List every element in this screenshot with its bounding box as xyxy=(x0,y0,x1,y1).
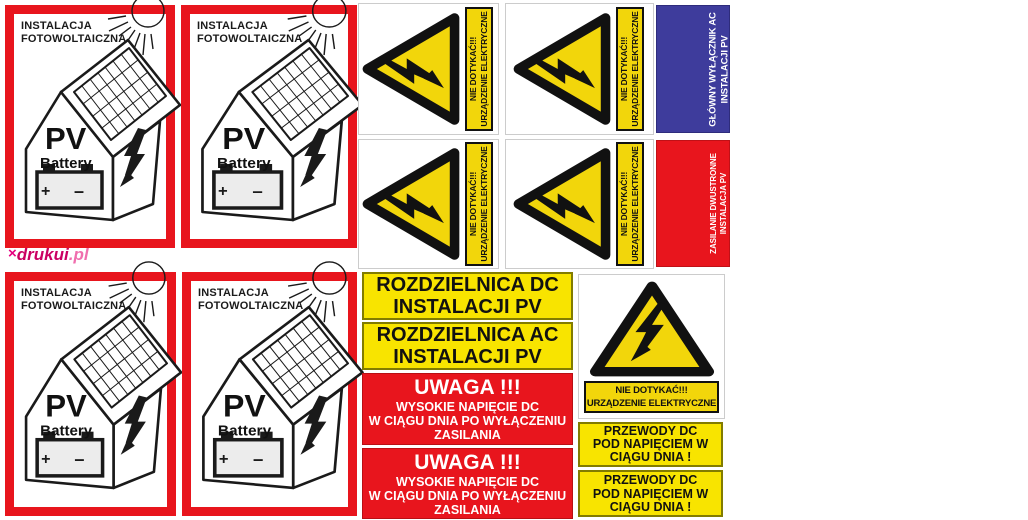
uwaga-line1: UWAGA !!! xyxy=(414,376,521,399)
uwaga-line3: W CIĄGU DNIA PO WYŁĄCZENIU xyxy=(368,489,567,503)
warning-text-strip xyxy=(465,7,493,131)
warning-line1: NIE DOTYKAĆ!!! xyxy=(618,36,629,102)
warning-line1: NIE DOTYKAĆ!!! xyxy=(615,385,688,396)
battery-text: Battery xyxy=(40,155,92,172)
pv-sticker-2 xyxy=(181,5,357,248)
dual-supply-line2: INSTALACJA PV xyxy=(718,172,728,235)
dual-supply-line2: INSTALACJA PV xyxy=(966,172,976,235)
battery-plus: + xyxy=(218,450,229,468)
pv-title-line2: FOTOWOLTAICZNA xyxy=(198,299,304,312)
battery-minus: – xyxy=(74,448,85,469)
main-switch-labels xyxy=(656,5,855,133)
warning-line2: URZĄDZENIE ELEKTRYCZNE xyxy=(629,146,639,262)
pv-sticker-title xyxy=(21,20,126,45)
warning-text-strip xyxy=(465,142,493,266)
dc-wires-label-2 xyxy=(578,470,723,517)
high-voltage-triangle-icon xyxy=(587,279,717,379)
warning-triangle-sticker-4 xyxy=(505,139,654,269)
switchboard-dc-label xyxy=(362,272,573,320)
battery-text: Battery xyxy=(217,422,272,440)
warning-line2: URZĄDZENIE ELEKTRYCZNE xyxy=(478,11,488,127)
pv-sticker-title xyxy=(198,287,303,312)
pv-house-illustration xyxy=(14,281,167,507)
drukui-logo xyxy=(8,245,89,269)
uwaga-line3: W CIĄGU DNIA PO WYŁĄCZENIU xyxy=(368,414,567,428)
uwaga-line4: ZASILANIA xyxy=(434,428,501,442)
pv-text: PV xyxy=(45,388,87,424)
dual-supply-label-3 xyxy=(904,141,1028,266)
battery-minus: – xyxy=(74,181,85,201)
warning-triangle-sticker-1 xyxy=(358,3,499,135)
logo-star-icon: × xyxy=(8,245,17,262)
switchboard-ac-label xyxy=(362,322,573,370)
switchboard-ac-line1: ROZDZIELNICA AC xyxy=(376,324,559,346)
dc-wires-line2: POD NAPIĘCIEM W xyxy=(592,486,709,501)
uwaga-line1: UWAGA !!! xyxy=(414,451,521,474)
pv-house-illustration xyxy=(190,14,348,239)
main-switch-dc-line1: GŁÓWNY WYŁĄCZNIK DC xyxy=(832,11,844,127)
high-voltage-triangle-icon xyxy=(360,7,462,131)
warning-line2: URZĄDZENIE ELEKTRYCZNE xyxy=(629,11,639,127)
dual-supply-line1: ZASILANIE DWUSTRONNE xyxy=(709,153,718,254)
uwaga-line2: WYSOKIE NAPIĘCIE DC xyxy=(395,475,540,489)
battery-plus: + xyxy=(41,449,51,468)
dual-supply-line2: INSTALACJA PV xyxy=(842,172,852,235)
pv-title-line2: FOTOWOLTAICZNA xyxy=(21,299,127,312)
pv-text: PV xyxy=(223,388,266,424)
warning-triangle-sticker-upright xyxy=(578,274,725,419)
battery-text: Battery xyxy=(40,422,93,440)
uwaga-line4: ZASILANIA xyxy=(434,503,501,517)
logo-name: drukui xyxy=(16,245,69,264)
pv-title-line1: INSTALACJA xyxy=(21,20,92,32)
pv-sticker-title xyxy=(21,287,126,312)
dc-wires-line3: CIĄGU DNIA ! xyxy=(609,500,692,514)
pv-sticker-3 xyxy=(5,272,176,516)
warning-line2: URZĄDZENIE ELEKTRYCZNE xyxy=(586,398,717,409)
dc-wires-line1: PRZEWODY DC xyxy=(603,424,698,438)
main-switch-dc-label xyxy=(781,6,906,132)
battery-plus: + xyxy=(218,182,228,200)
high-voltage-triangle-icon xyxy=(511,7,613,131)
high-voltage-triangle-icon xyxy=(360,142,462,266)
warning-line1: NIE DOTYKAĆ!!! xyxy=(467,171,478,237)
main-switch-ac-line1: GŁÓWNY WYŁĄCZNIK AC xyxy=(707,11,719,127)
main-switch-ac-line2: INSTALACJI PV xyxy=(719,35,730,103)
dual-supply-label-2 xyxy=(780,141,904,266)
dual-supply-line1: ZASILANIE DWUSTRONNE xyxy=(833,153,842,254)
switchboard-ac-line2: INSTALACJI PV xyxy=(393,345,542,368)
battery-minus: – xyxy=(252,448,264,469)
dual-supply-line1: ZASILANIE DWUSTRONNE xyxy=(957,153,966,254)
pv-house-illustration xyxy=(191,281,348,507)
dc-wires-label-1 xyxy=(578,422,723,467)
pv-text: PV xyxy=(222,120,266,156)
logo-tld: .pl xyxy=(68,245,89,264)
pv-sticker-4 xyxy=(182,272,357,516)
pv-text: PV xyxy=(45,121,87,156)
high-voltage-triangle-icon xyxy=(511,142,613,266)
warning-text-strip xyxy=(616,142,644,266)
pv-title-line1: INSTALACJA xyxy=(21,287,92,299)
pv-house-illustration xyxy=(14,14,166,239)
battery-plus: + xyxy=(41,183,51,200)
dual-supply-label-1 xyxy=(657,141,780,266)
warning-line1: NIE DOTYKAĆ!!! xyxy=(467,36,478,102)
warning-triangle-sticker-3 xyxy=(358,139,499,269)
main-switch-dc-line2: INSTALACJI PV xyxy=(844,35,855,103)
pv-sticker-title xyxy=(197,20,302,45)
pv-title-line2: FOTOWOLTAICZNA xyxy=(21,32,127,45)
warning-triangle-sticker-2 xyxy=(505,3,654,135)
warning-text-strip xyxy=(584,381,719,413)
battery-minus: – xyxy=(252,180,263,201)
switchboard-dc-line1: ROZDZIELNICA DC xyxy=(376,274,559,296)
warning-line2: URZĄDZENIE ELEKTRYCZNE xyxy=(478,146,488,262)
dc-wires-line1: PRZEWODY DC xyxy=(603,473,698,487)
pv-sticker-1 xyxy=(5,5,175,248)
switchboard-dc-line2: INSTALACJI PV xyxy=(393,295,542,318)
dual-supply-labels xyxy=(656,140,976,267)
pv-title-line2: FOTOWOLTAICZNA xyxy=(197,32,303,45)
pv-title-line1: INSTALACJA xyxy=(198,287,269,299)
warning-text-strip xyxy=(616,7,644,131)
main-switch-ac-label xyxy=(657,6,781,132)
uwaga-label-1 xyxy=(362,373,573,445)
warning-line1: NIE DOTYKAĆ!!! xyxy=(618,171,629,237)
dc-wires-line2: POD NAPIĘCIEM W xyxy=(592,437,709,451)
battery-text: Battery xyxy=(217,155,271,172)
uwaga-label-2 xyxy=(362,448,573,519)
dc-wires-line3: CIĄGU DNIA ! xyxy=(609,450,692,464)
uwaga-line2: WYSOKIE NAPIĘCIE DC xyxy=(395,400,540,414)
pv-title-line1: INSTALACJA xyxy=(197,20,268,32)
